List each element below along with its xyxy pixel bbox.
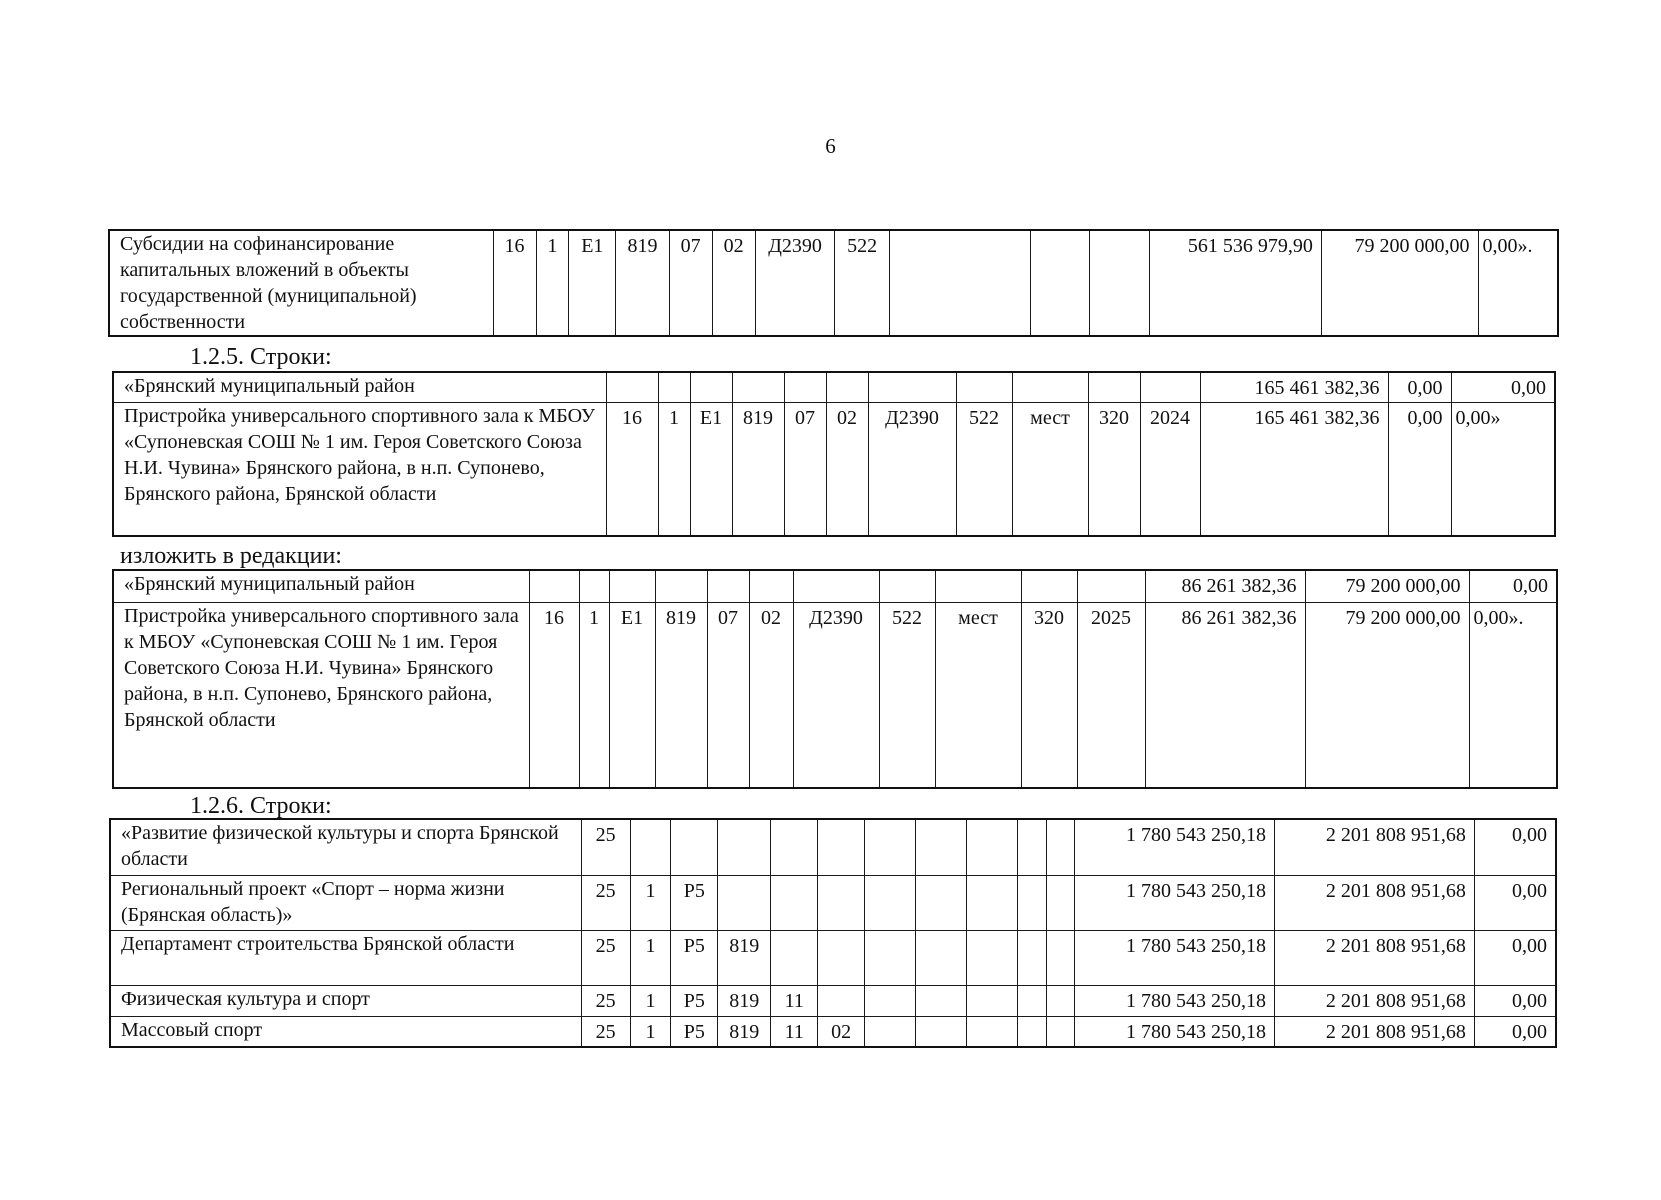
code-cell: [718, 819, 771, 875]
code-cell: [865, 819, 916, 875]
code-cell: 1: [630, 1016, 671, 1047]
amount-cell: 86 261 382,36: [1145, 602, 1305, 788]
code-cell: E1: [609, 602, 655, 788]
code-cell: [818, 875, 865, 930]
code-cell: 522: [835, 230, 889, 336]
budget-table-old: [112, 371, 1556, 537]
code-cell: [865, 1016, 916, 1047]
amount-cell: 1 780 543 250,18: [1075, 930, 1275, 985]
code-cell: [771, 875, 818, 930]
amount-cell: 0,00: [1474, 819, 1556, 875]
code-cell: 16: [529, 602, 579, 788]
code-cell: 11: [771, 1016, 818, 1047]
unit-cell: [967, 1016, 1018, 1047]
code-cell: [916, 985, 967, 1016]
code-cell: E1: [569, 230, 616, 336]
code-cell: [865, 875, 916, 930]
amount-cell: 0,00: [1474, 875, 1556, 930]
capacity-cell: [1018, 985, 1047, 1016]
amount-cell: 79 200 000,00: [1305, 602, 1469, 788]
code-cell: 1: [579, 602, 609, 788]
code-cell: 11: [771, 985, 818, 1016]
unit-cell: [967, 819, 1018, 875]
code-cell: [865, 930, 916, 985]
code-cell: Д2390: [755, 230, 835, 336]
code-cell: 1: [630, 930, 671, 985]
section-heading: 1.2.6. Строки:: [190, 793, 332, 819]
code-cell: [916, 930, 967, 985]
code-cell: [818, 985, 865, 1016]
capacity-cell: [1088, 372, 1140, 402]
code-cell: [916, 819, 967, 875]
amount-cell: 0,00: [1474, 1016, 1556, 1047]
code-cell: [690, 372, 732, 402]
unit-cell: мест: [1012, 402, 1088, 536]
capacity-cell: 320: [1088, 402, 1140, 536]
table-row: [113, 372, 1555, 402]
code-cell: P5: [671, 875, 718, 930]
table-row: [110, 930, 1556, 985]
amount-cell: 0,00».: [1478, 230, 1558, 336]
row-name-cell: Физическая культура и спорт: [110, 985, 581, 1016]
code-cell: [732, 372, 784, 402]
code-cell: [868, 372, 956, 402]
code-cell: 1: [658, 402, 690, 536]
code-cell: 819: [718, 985, 771, 1016]
table-row: [110, 819, 1556, 875]
code-cell: [749, 570, 793, 602]
amount-cell: 0,00: [1469, 570, 1557, 602]
amount-cell: 2 201 808 951,68: [1274, 819, 1474, 875]
code-cell: [818, 930, 865, 985]
unit-cell: [935, 570, 1021, 602]
code-cell: [956, 372, 1012, 402]
code-cell: P5: [671, 1016, 718, 1047]
table-row: [110, 985, 1556, 1016]
amount-cell: 79 200 000,00: [1321, 230, 1478, 336]
code-cell: 02: [712, 230, 755, 336]
unit-cell: [889, 230, 1030, 336]
code-cell: [916, 1016, 967, 1047]
amount-cell: 0,00: [1451, 372, 1555, 402]
table-row: [110, 875, 1556, 930]
capacity-cell: [1018, 819, 1047, 875]
code-cell: 819: [616, 230, 669, 336]
code-cell: 02: [826, 402, 868, 536]
code-cell: [658, 372, 690, 402]
code-cell: 25: [581, 985, 630, 1016]
code-cell: [529, 570, 579, 602]
code-cell: [630, 819, 671, 875]
capacity-cell: [1018, 875, 1047, 930]
row-name-cell: Пристройка универсального спортивного зала к МБОУ «Супоневская СОШ № 1 им. Героя Советского Союза Н.И. Чувина» Брянского района, в н.п. Супонево, Брянского района, Брянской области: [113, 602, 529, 788]
amount-cell: 86 261 382,36: [1145, 570, 1305, 602]
capacity-cell: [1018, 1016, 1047, 1047]
amount-cell: 165 461 382,36: [1200, 402, 1388, 536]
code-cell: 07: [669, 230, 712, 336]
amount-cell: 0,00: [1474, 930, 1556, 985]
code-cell: 25: [581, 930, 630, 985]
code-cell: [865, 985, 916, 1016]
amount-cell: 2 201 808 951,68: [1274, 875, 1474, 930]
year-cell: [1046, 819, 1075, 875]
code-cell: 25: [581, 1016, 630, 1047]
page-number: 6: [825, 134, 836, 158]
amount-cell: 0,00»: [1451, 402, 1555, 536]
amount-cell: 1 780 543 250,18: [1075, 875, 1275, 930]
code-cell: [606, 372, 658, 402]
code-cell: P5: [671, 985, 718, 1016]
section-heading: изложить в редакции:: [120, 543, 342, 569]
code-cell: [793, 570, 879, 602]
row-name-cell: Субсидии на софинансирование капитальных вложений в объекты государственной (муниципальной) собственности: [109, 230, 493, 336]
amount-cell: 2 201 808 951,68: [1274, 985, 1474, 1016]
code-cell: [879, 570, 935, 602]
code-cell: Д2390: [793, 602, 879, 788]
capacity-cell: [1018, 930, 1047, 985]
code-cell: 522: [956, 402, 1012, 536]
amount-cell: 0,00».: [1469, 602, 1557, 788]
row-name-cell: «Брянский муниципальный район: [113, 372, 606, 402]
code-cell: [579, 570, 609, 602]
code-cell: 819: [718, 1016, 771, 1047]
code-cell: 02: [749, 602, 793, 788]
code-cell: 25: [581, 819, 630, 875]
code-cell: [916, 875, 967, 930]
year-cell: [1046, 985, 1075, 1016]
code-cell: P5: [671, 930, 718, 985]
row-name-cell: Департамент строительства Брянской области: [110, 930, 581, 985]
code-cell: 1: [630, 985, 671, 1016]
amount-cell: 165 461 382,36: [1200, 372, 1388, 402]
amount-cell: 0,00: [1388, 372, 1451, 402]
amount-cell: 0,00: [1388, 402, 1451, 536]
code-cell: E1: [690, 402, 732, 536]
code-cell: 07: [707, 602, 749, 788]
amount-cell: 1 780 543 250,18: [1075, 819, 1275, 875]
year-cell: 2025: [1077, 602, 1145, 788]
amount-cell: 79 200 000,00: [1305, 570, 1469, 602]
row-name-cell: «Брянский муниципальный район: [113, 570, 529, 602]
amount-cell: 1 780 543 250,18: [1075, 985, 1275, 1016]
code-cell: 02: [818, 1016, 865, 1047]
code-cell: [818, 819, 865, 875]
year-cell: [1140, 372, 1200, 402]
code-cell: [771, 930, 818, 985]
code-cell: [771, 819, 818, 875]
code-cell: [826, 372, 868, 402]
year-cell: [1046, 875, 1075, 930]
budget-table-subsidies: [108, 229, 1559, 337]
amount-cell: 561 536 979,90: [1149, 230, 1321, 336]
unit-cell: [967, 875, 1018, 930]
code-cell: 07: [784, 402, 826, 536]
unit-cell: мест: [935, 602, 1021, 788]
table-row: [113, 402, 1555, 536]
amount-cell: 2 201 808 951,68: [1274, 930, 1474, 985]
code-cell: 522: [879, 602, 935, 788]
table-row: [113, 602, 1557, 788]
code-cell: 25: [581, 875, 630, 930]
amount-cell: 1 780 543 250,18: [1075, 1016, 1275, 1047]
section-heading: 1.2.5. Строки:: [190, 344, 332, 370]
unit-cell: [967, 930, 1018, 985]
code-cell: 1: [630, 875, 671, 930]
row-name-cell: «Развитие физической культуры и спорта Брянской области: [110, 819, 581, 875]
capacity-cell: 320: [1021, 602, 1077, 788]
year-cell: [1077, 570, 1145, 602]
amount-cell: 0,00: [1474, 985, 1556, 1016]
amount-cell: 2 201 808 951,68: [1274, 1016, 1474, 1047]
table-row: [110, 1016, 1556, 1047]
budget-table-sport: [109, 818, 1557, 1048]
table-row: [109, 230, 1558, 336]
code-cell: [671, 819, 718, 875]
code-cell: 819: [732, 402, 784, 536]
code-cell: [609, 570, 655, 602]
code-cell: 819: [655, 602, 707, 788]
code-cell: [718, 875, 771, 930]
code-cell: [784, 372, 826, 402]
code-cell: [655, 570, 707, 602]
year-cell: [1090, 230, 1149, 336]
budget-table-new: [112, 569, 1558, 789]
code-cell: [707, 570, 749, 602]
row-name-cell: Пристройка универсального спортивного зала к МБОУ «Супоневская СОШ № 1 им. Героя Советского Союза Н.И. Чувина» Брянского района, в н.п. Супонево, Брянского района, Брянской области: [113, 402, 606, 536]
code-cell: 1: [536, 230, 569, 336]
row-name-cell: Массовый спорт: [110, 1016, 581, 1047]
row-name-cell: Региональный проект «Спорт – норма жизни (Брянская область)»: [110, 875, 581, 930]
unit-cell: [967, 985, 1018, 1016]
table-row: [113, 570, 1557, 602]
year-cell: 2024: [1140, 402, 1200, 536]
capacity-cell: [1021, 570, 1077, 602]
code-cell: 16: [606, 402, 658, 536]
code-cell: Д2390: [868, 402, 956, 536]
code-cell: 16: [493, 230, 536, 336]
capacity-cell: [1031, 230, 1090, 336]
year-cell: [1046, 930, 1075, 985]
unit-cell: [1012, 372, 1088, 402]
year-cell: [1046, 1016, 1075, 1047]
code-cell: 819: [718, 930, 771, 985]
